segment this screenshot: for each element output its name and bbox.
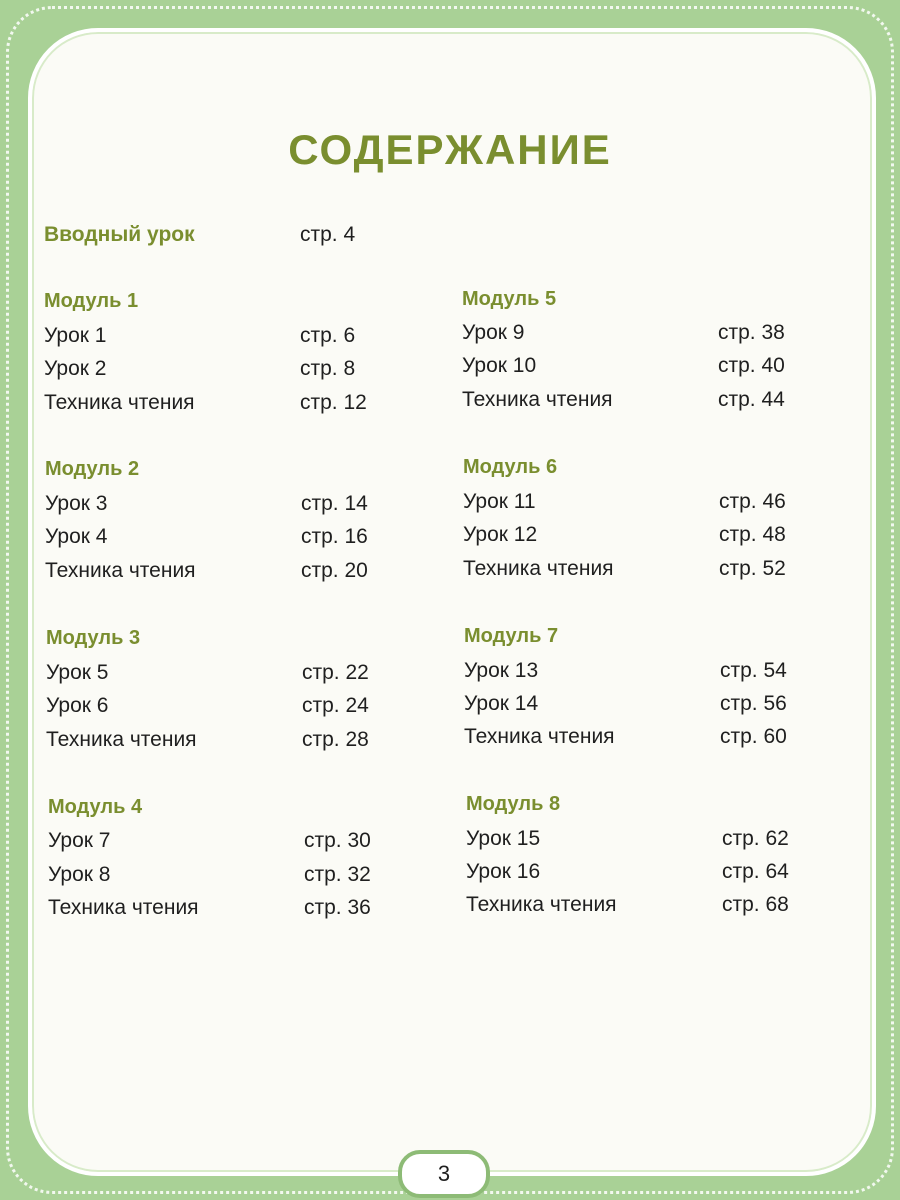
toc-entry-intro[interactable] — [44, 218, 394, 251]
module-heading-8: Модуль 8 — [466, 793, 561, 815]
toc-entry-label: Урок 13 — [464, 659, 539, 682]
toc-entry-label: Техника чтения — [463, 557, 614, 580]
toc-entry[interactable] — [462, 316, 812, 349]
module-heading-4: Модуль 4 — [48, 796, 143, 818]
toc-entry-label: Урок 1 — [44, 324, 107, 347]
toc-entry-page: стр. 64 — [722, 860, 789, 883]
toc-entry[interactable] — [466, 888, 816, 921]
toc-entry-page: стр. 38 — [718, 321, 785, 344]
toc-entry[interactable] — [463, 552, 813, 585]
toc-entry[interactable] — [45, 554, 395, 587]
content-panel — [28, 28, 876, 1176]
toc-entry[interactable] — [45, 520, 395, 553]
toc-entry[interactable] — [463, 485, 813, 518]
toc-entry-label: Техника чтения — [464, 725, 615, 748]
toc-entry-page: стр. 28 — [302, 728, 369, 751]
toc-entry-label: Урок 14 — [464, 692, 539, 715]
toc-entry[interactable] — [48, 824, 398, 857]
toc-entry-page: стр. 30 — [304, 829, 371, 852]
toc-entry[interactable] — [44, 386, 394, 419]
toc-entry-label: Техника чтения — [46, 728, 197, 751]
toc-entry[interactable] — [462, 349, 812, 382]
toc-entry-page: стр. 24 — [302, 694, 369, 717]
toc-entry[interactable] — [463, 518, 813, 551]
toc-entry-page: стр. 22 — [302, 661, 369, 684]
toc-entry-label: Урок 15 — [466, 827, 541, 850]
toc-entry[interactable] — [46, 689, 396, 722]
toc-entry[interactable] — [44, 319, 394, 352]
toc-entry[interactable] — [462, 383, 812, 416]
toc-entry-label: Техника чтения — [462, 388, 613, 411]
module-heading-7: Модуль 7 — [464, 625, 559, 647]
toc-entry-page: стр. 52 — [719, 557, 786, 580]
module-heading-6: Модуль 6 — [463, 456, 558, 478]
toc-entry-label: Техника чтения — [48, 896, 199, 919]
toc-entry[interactable] — [464, 687, 814, 720]
toc-entry[interactable] — [46, 656, 396, 689]
toc-entry[interactable] — [48, 858, 398, 891]
toc-entry-page: стр. 60 — [720, 725, 787, 748]
toc-entry-page: стр. 40 — [718, 354, 785, 377]
toc-entry-page: стр. 20 — [301, 559, 368, 582]
toc-entry-page: стр. 12 — [300, 391, 367, 414]
module-heading-3: Модуль 3 — [46, 627, 141, 649]
toc-entry-label: Урок 10 — [462, 354, 537, 377]
page-number: 3 — [398, 1150, 490, 1198]
toc-entry-label: Урок 3 — [45, 492, 108, 515]
toc-entry-page: стр. 44 — [718, 388, 785, 411]
toc-entry[interactable] — [45, 487, 395, 520]
toc-entry-label: Урок 6 — [46, 694, 109, 717]
toc-entry-page: стр. 4 — [300, 223, 356, 246]
page-title: СОДЕРЖАНИЕ — [288, 126, 612, 173]
toc-entry-label: Урок 4 — [45, 525, 108, 548]
toc-entry-page: стр. 48 — [719, 523, 786, 546]
toc-entry[interactable] — [464, 654, 814, 687]
toc-entry-label: Техника чтения — [44, 391, 195, 414]
toc-entry-label: Техника чтения — [45, 559, 196, 582]
toc-entry-page: стр. 6 — [300, 324, 356, 347]
toc-entry-label: Урок 12 — [463, 523, 538, 546]
toc-entry[interactable] — [44, 352, 394, 385]
toc-entry-page: стр. 14 — [301, 492, 368, 515]
toc-entry-page: стр. 16 — [301, 525, 368, 548]
module-heading-2: Модуль 2 — [45, 458, 140, 480]
toc-entry[interactable] — [466, 855, 816, 888]
toc-entry[interactable] — [464, 720, 814, 753]
toc-entry-label: Вводный урок — [44, 223, 195, 246]
toc-entry-page: стр. 56 — [720, 692, 787, 715]
toc-entry-page: стр. 68 — [722, 893, 789, 916]
toc-entry-label: Урок 9 — [462, 321, 525, 344]
toc-entry-label: Урок 8 — [48, 863, 111, 886]
module-heading-1: Модуль 1 — [44, 290, 139, 312]
toc-entry-label: Техника чтения — [466, 893, 617, 916]
toc-entry-page: стр. 62 — [722, 827, 789, 850]
module-heading-5: Модуль 5 — [462, 288, 557, 310]
toc-entry-label: Урок 7 — [48, 829, 111, 852]
toc-entry-page: стр. 46 — [719, 490, 786, 513]
toc-entry-label: Урок 2 — [44, 357, 107, 380]
toc-entry[interactable] — [46, 723, 396, 756]
toc-entry-page: стр. 36 — [304, 896, 371, 919]
toc-entry-page: стр. 32 — [304, 863, 371, 886]
toc-entry-label: Урок 5 — [46, 661, 109, 684]
toc-entry-label: Урок 16 — [466, 860, 541, 883]
toc-entry-label: Урок 11 — [463, 490, 536, 513]
toc-entry[interactable] — [466, 822, 816, 855]
toc-entry-page: стр. 54 — [720, 659, 787, 682]
toc-entry[interactable] — [48, 891, 398, 924]
toc-entry-page: стр. 8 — [300, 357, 356, 380]
